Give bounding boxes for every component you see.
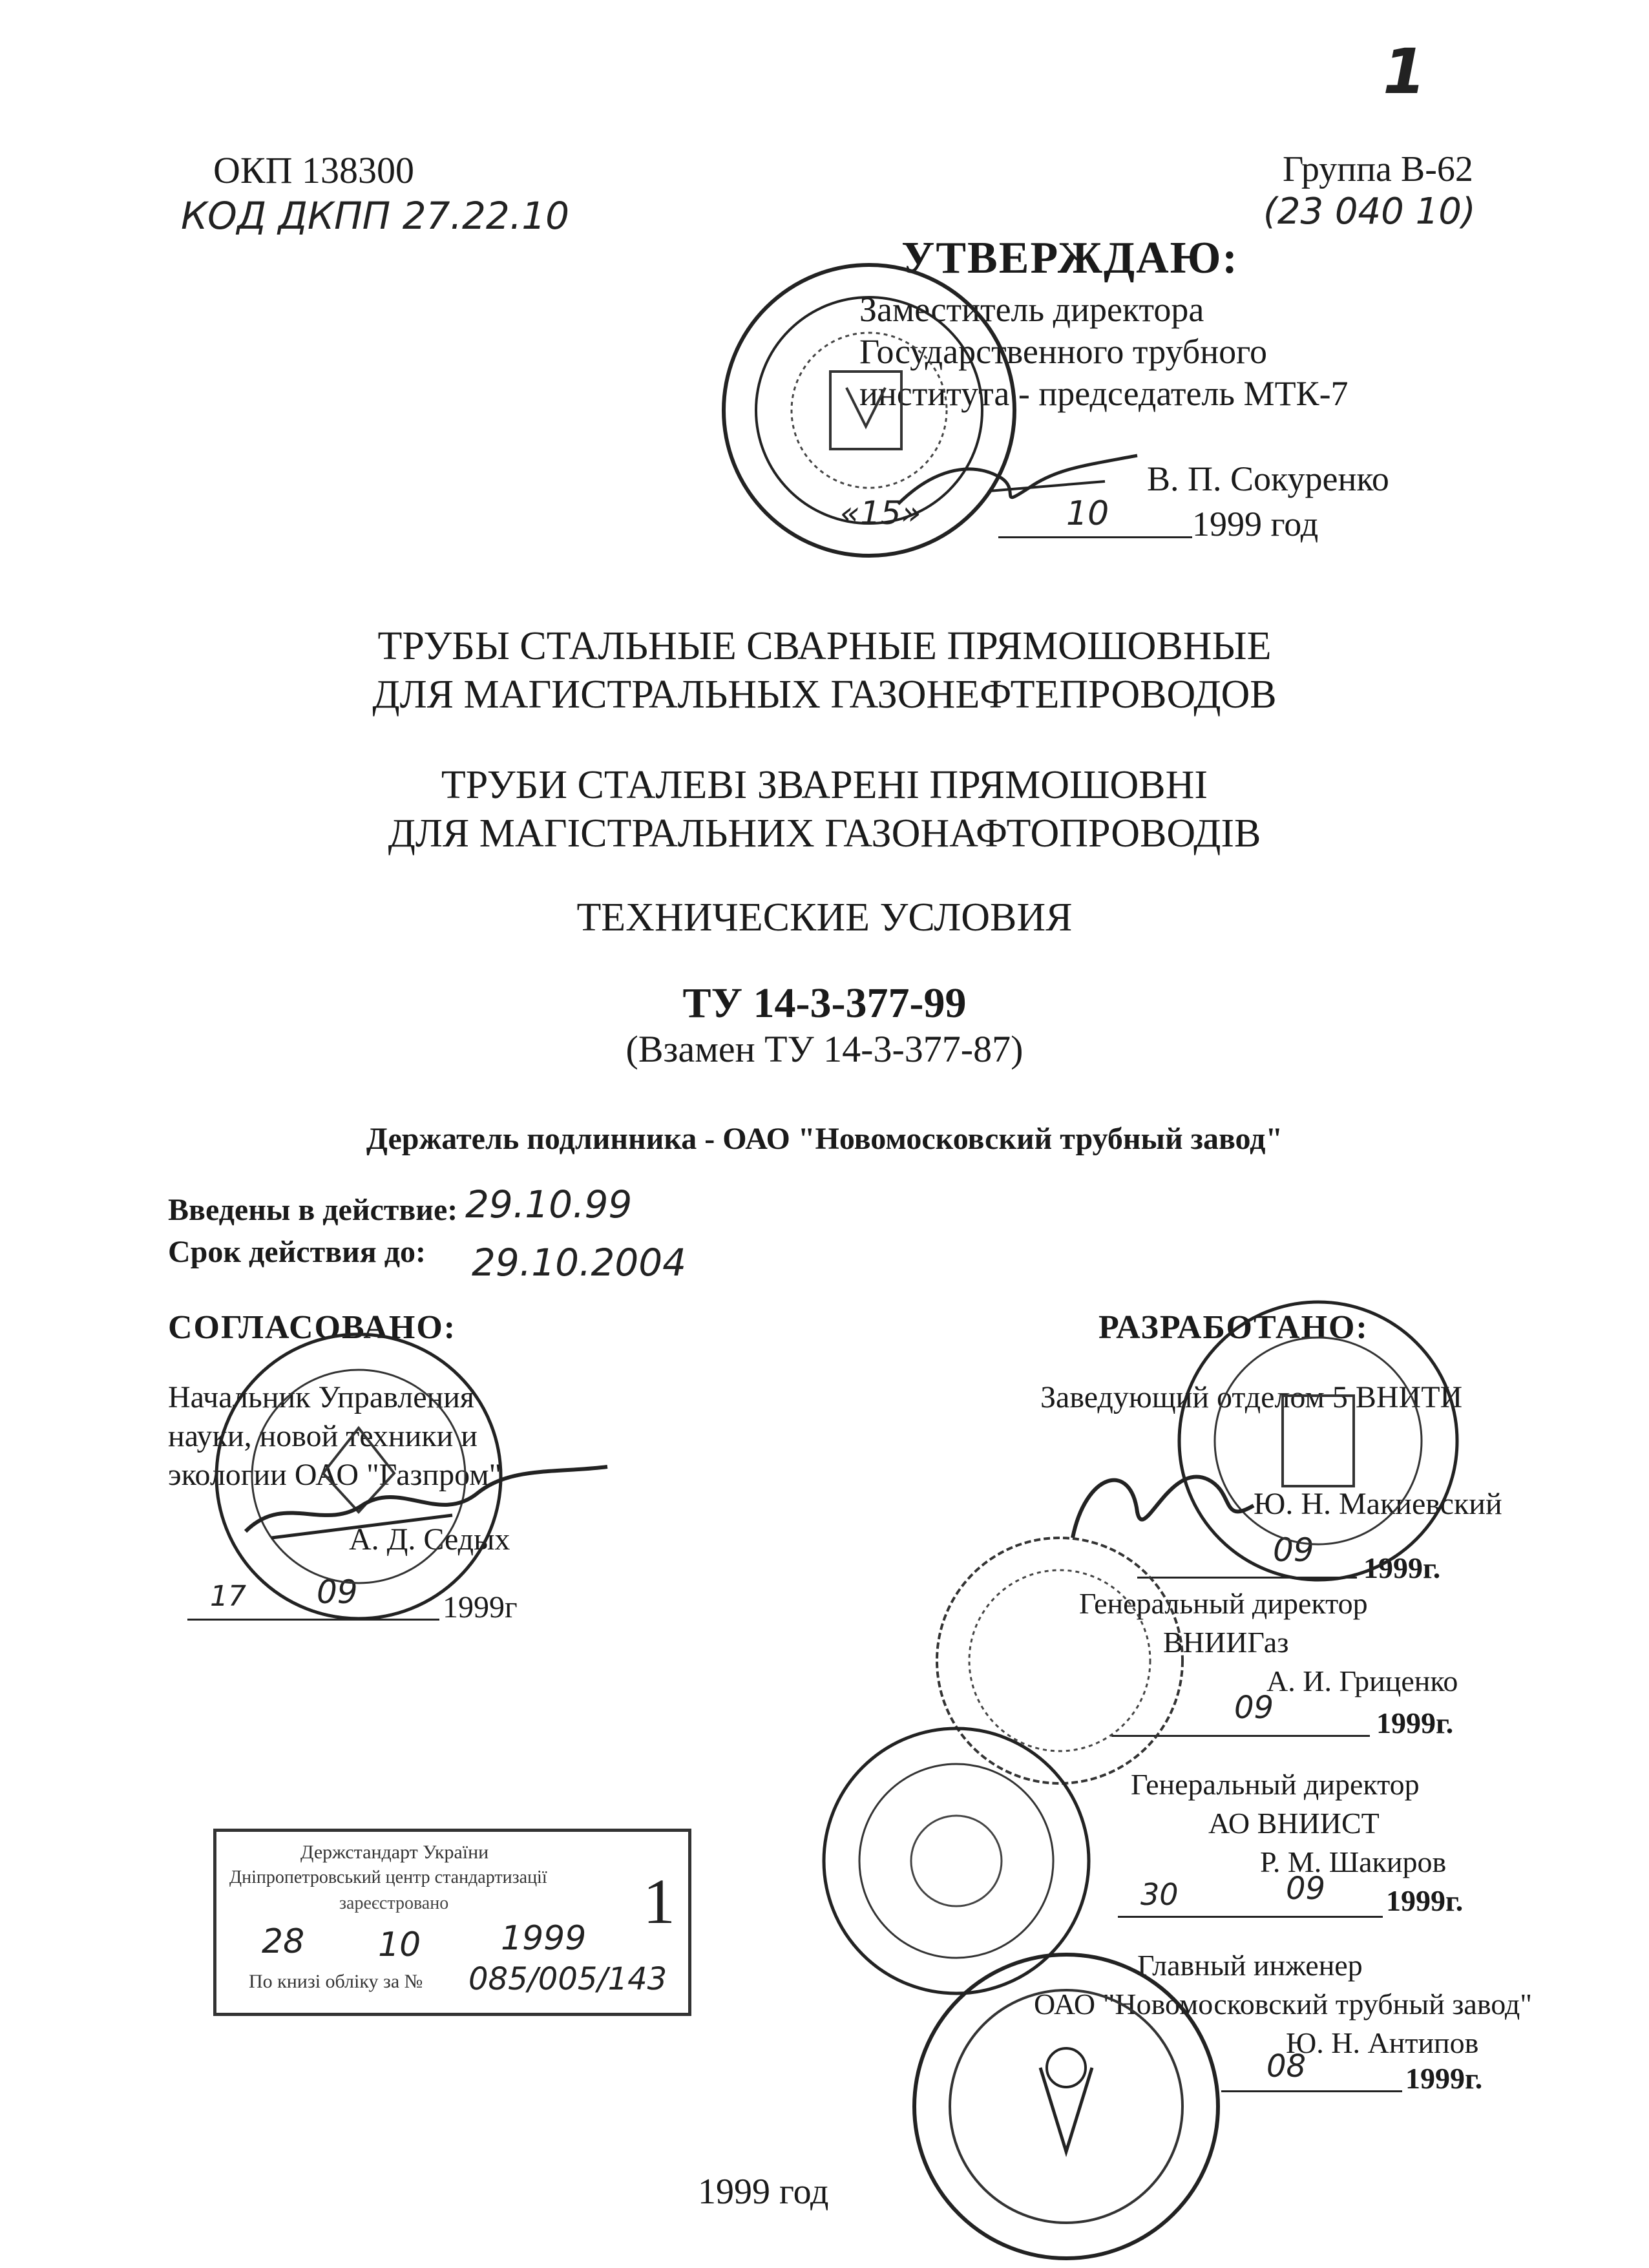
introduced-value: 29.10.99 <box>465 1182 633 1226</box>
footer-year: 1999 год <box>698 2172 829 2212</box>
dev1-title: Заведующий отделом 5 ВНИТИ <box>1040 1380 1463 1414</box>
dev3-year: 1999г. <box>1386 1884 1464 1917</box>
reg-line2: Дніпропетровський центр стандартизації <box>229 1867 547 1887</box>
dev1-year: 1999г. <box>1363 1551 1441 1584</box>
dev1-month: 09 <box>1273 1531 1314 1569</box>
title-ru-line1: ТРУБЫ СТАЛЬНЫЕ СВАРНЫЕ ПРЯМОШОВНЫЕ <box>377 624 1272 668</box>
agreed-date-month: 09 <box>317 1573 358 1611</box>
agreed-date-year: 1999г <box>443 1590 518 1624</box>
agreed-line1: Начальник Управления <box>168 1380 474 1414</box>
title-subtitle: ТЕХНИЧЕСКИЕ УСЛОВИЯ <box>576 896 1073 940</box>
dev4-name: Ю. Н. Антипов <box>1286 2026 1479 2059</box>
title-ua-line1: ТРУБИ СТАЛЕВІ ЗВАРЕНІ ПРЯМОШОВНІ <box>441 763 1208 807</box>
approval-signatory: В. П. Сокуренко <box>1147 459 1389 498</box>
dev3-date-underline <box>1118 1916 1383 1918</box>
dev2-name: А. И. Гриценко <box>1266 1664 1458 1697</box>
registration-stamp <box>213 1829 691 2016</box>
dev2-year: 1999г. <box>1376 1706 1454 1739</box>
agreed-line3: экологии ОАО "Газпром" <box>168 1458 502 1492</box>
expires-label: Срок действия до: <box>168 1235 426 1269</box>
dev4-date-underline <box>1221 2090 1402 2092</box>
agreed-line2: науки, новой техники и <box>168 1419 478 1453</box>
approval-line3: института - председатель МТК-7 <box>859 374 1349 413</box>
approval-line1: Заместитель директора <box>859 290 1204 329</box>
title-code: ТУ 14-3-377-99 <box>682 980 967 1027</box>
okp-handwritten: КОД ДКПП 27.22.10 <box>181 194 570 238</box>
agreed-signatory: А. Д. Седых <box>349 1522 510 1557</box>
institute-seal <box>717 258 1021 562</box>
reg-date-year: 1999 <box>501 1919 587 1958</box>
approval-date-year: 1999 год <box>1192 505 1319 543</box>
group-code: Группа В-62 <box>1283 149 1473 189</box>
dev4-title1: Главный инженер <box>1137 1949 1363 1982</box>
dev2-title2: ВНИИГаз <box>1163 1626 1289 1659</box>
title-holder: Держатель подлинника - ОАО "Новомосковский трубный завод" <box>366 1122 1283 1156</box>
agreed-date-day: 17 <box>210 1580 246 1613</box>
approval-line2: Государственного трубного <box>859 332 1267 371</box>
expires-value: 29.10.2004 <box>472 1241 687 1285</box>
dev1-name: Ю. Н. Макиевский <box>1254 1487 1502 1521</box>
reg-line1: Держстандарт України <box>300 1842 489 1863</box>
dev3-title2: АО ВНИИСТ <box>1208 1807 1380 1840</box>
group-handwritten: (23 040 10) <box>1263 191 1476 233</box>
approval-date-underline <box>998 536 1192 538</box>
ntz-seal <box>905 1945 1228 2268</box>
reg-date-month: 10 <box>378 1926 421 1964</box>
agreed-heading: СОГЛАСОВАНО: <box>168 1309 457 1346</box>
dev4-month: 08 <box>1266 2048 1307 2084</box>
reg-page: 1 <box>643 1865 675 1937</box>
dev4-title2: ОАО "Новомосковский трубный завод" <box>1034 1988 1533 2021</box>
introduced-label: Введены в действие: <box>168 1193 458 1227</box>
title-ua-line2: ДЛЯ МАГІСТРАЛЬНИХ ГАЗОНАФТОПРОВОДІВ <box>388 812 1261 856</box>
approval-date-day: «15» <box>840 494 921 532</box>
dev2-month: 09 <box>1234 1690 1274 1726</box>
reg-order-label: По книзі обліку за № <box>249 1971 423 1992</box>
reg-number: 085/005/143 <box>468 1961 667 1997</box>
dev2-title1: Генеральный директор <box>1079 1587 1368 1620</box>
dev3-month: 09 <box>1286 1871 1326 1907</box>
reg-date-day: 28 <box>262 1922 305 1961</box>
dev3-name: Р. М. Шакиров <box>1260 1845 1447 1878</box>
dev3-title1: Генеральный директор <box>1131 1768 1420 1801</box>
title-replaces: (Взамен ТУ 14-3-377-87) <box>625 1028 1024 1070</box>
dev4-year: 1999г. <box>1405 2062 1483 2095</box>
okp-code: ОКП 138300 <box>213 149 414 191</box>
developed-heading: РАЗРАБОТАНО: <box>1098 1309 1369 1346</box>
agreed-signature <box>233 1454 620 1557</box>
approval-date-month: 10 <box>1066 494 1109 533</box>
reg-line3: зареєстровано <box>339 1893 449 1913</box>
dev3-day: 30 <box>1140 1877 1179 1912</box>
title-ru-line2: ДЛЯ МАГИСТРАЛЬНЫХ ГАЗОНЕФТЕПРОВОДОВ <box>372 673 1277 717</box>
page-number: 1 <box>1383 36 1426 108</box>
approval-heading: УТВЕРЖДАЮ: <box>901 233 1239 283</box>
